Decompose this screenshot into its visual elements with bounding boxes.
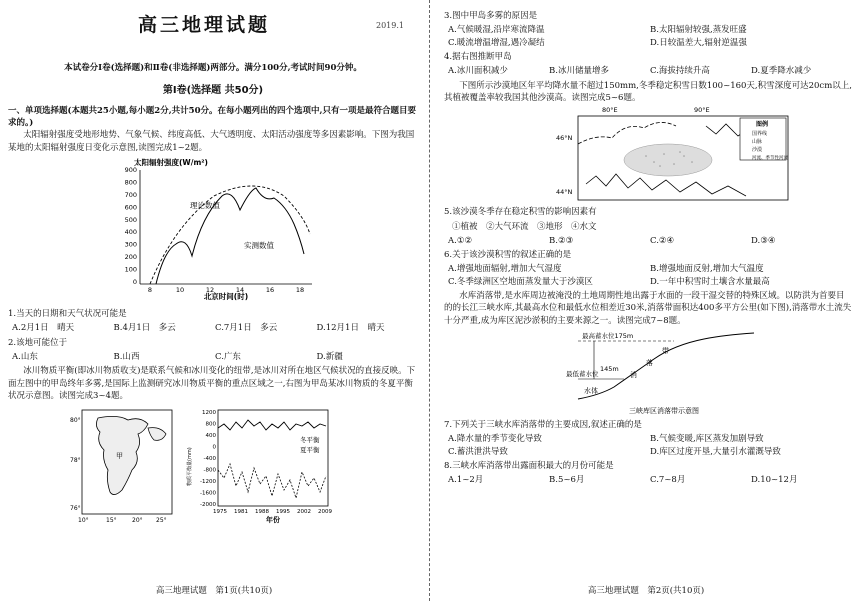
chart1-y-tick: 100 [124, 265, 137, 274]
q8-option-c[interactable]: C.7~8月 [650, 475, 686, 486]
q1-option-c[interactable]: C.7月1日 多云 [215, 323, 278, 334]
question-7: 7.下列关于三峡水库消落带的主要成因,叙述正确的是 [444, 420, 642, 430]
page-1 [0, 0, 428, 601]
q5-option-a[interactable]: A.①② [448, 235, 473, 246]
island-label: 甲 [116, 452, 123, 461]
desert-area [624, 144, 712, 176]
header [8, 8, 418, 42]
q5-option-d[interactable]: D.③④ [751, 235, 776, 246]
exam-date: 2019.1 [376, 21, 404, 30]
q5-option-c[interactable]: C.②④ [650, 235, 675, 246]
lon-90e: 90°E [694, 106, 710, 115]
q6-option-a[interactable]: A.增强地面辐射,增加大气湿度 [448, 264, 562, 275]
chart2-ylabel: 物质平衡量(mm) [187, 447, 193, 487]
water-label: 水体 [584, 387, 598, 395]
chart2-y-tick: -2000 [200, 502, 216, 509]
solar-radiation-chart [104, 156, 324, 306]
q4-option-d[interactable]: D.夏季降水减少 [751, 66, 812, 77]
question-4: 4.据右图推断甲岛 [444, 51, 512, 62]
chart2-x-tick: 1981 [234, 509, 248, 516]
island-east [148, 428, 166, 441]
chart2-y-tick: -1600 [200, 490, 216, 497]
chart1-x-tick: 12 [205, 286, 215, 295]
q8-option-d[interactable]: D.10~12月 [751, 475, 798, 486]
page-2-footer: 高三地理试题 第2页(共10页) [587, 585, 705, 596]
lon-20: 20° [132, 517, 143, 525]
zone-label-2: 落 [646, 359, 653, 367]
q3-option-a[interactable]: A.气候暖湿,沿岸寒流降温 [448, 25, 545, 36]
chart1-y-tick: 800 [124, 178, 137, 187]
lat-80: 80° [70, 417, 81, 425]
q4-option-b[interactable]: B.冰川储量增多 [549, 66, 609, 77]
theory-label: 理论数值 [190, 201, 220, 211]
chart2-y-tick: -1200 [200, 479, 216, 486]
figures-row [8, 406, 418, 524]
q2-option-a[interactable]: A.山东 [12, 352, 38, 362]
page-1-footer: 高三地理试题 第1页(共10页) [155, 585, 273, 596]
chart1-x-tick: 10 [175, 286, 185, 295]
page-2 [432, 0, 860, 601]
q8-options [448, 474, 852, 486]
page-title: 高三地理试题 [138, 14, 271, 36]
q3-options [448, 24, 852, 49]
chart1-y-tick: 900 [124, 166, 137, 175]
chart2-y-tick: 0 [212, 444, 216, 451]
q2-option-b[interactable]: B.山西 [113, 352, 140, 362]
chart2-x-tick: 2009 [318, 509, 332, 516]
lon-80e: 80°E [602, 106, 618, 115]
chart1-y-tick: 600 [124, 203, 137, 212]
measured-label: 实测数值 [244, 241, 274, 251]
question-3: 3.图中甲岛多雾的原因是 [444, 11, 538, 21]
mountain-range [586, 174, 746, 196]
q1-option-b[interactable]: B.4月1日 多云 [113, 323, 176, 334]
chart2-y-tick: 400 [205, 433, 216, 440]
lon-10: 10° [78, 517, 89, 525]
desert-map [556, 104, 796, 204]
chart1-y-tick: 300 [124, 240, 137, 249]
passage-4: 水库消落带,是水库周边被淹没的土地周期性地出露于水面的一段干湿交替的特殊区域。以防洪为首要目的的长江三峡水库,其最高水位和最低水位相差近30米,消落带面积达400多平方公里(如下图),消落带水土流失十分严重,成为库区泥沙淤积的主要来源之一。读图完成7~8题。 [444, 291, 852, 326]
q7-option-c[interactable]: C.蓄洪泄洪导致 [448, 446, 508, 457]
q6-option-b[interactable]: B.增强地面反射,增加大气温度 [650, 264, 764, 275]
q7-option-b[interactable]: B.气候变暖,库区蒸发加剧导致 [650, 434, 764, 445]
lat-76: 76° [70, 505, 81, 513]
theory-curve [150, 186, 310, 284]
q4-option-a[interactable]: A.冰川面积减少 [448, 66, 508, 77]
q4-option-c[interactable]: C.海拔持续升高 [650, 66, 710, 77]
lon-15: 15° [106, 517, 117, 525]
chart1-xlabel: 北京时间(时) [203, 292, 249, 302]
chart2-x-tick: 1975 [213, 509, 227, 516]
legend-title: 图例 [756, 121, 769, 129]
q3-option-d[interactable]: D.日较温差大,辐射逆温强 [650, 37, 747, 48]
lat-78: 78° [70, 457, 81, 465]
q7-options [448, 433, 852, 458]
measured-curve [156, 188, 304, 284]
q1-option-a[interactable]: A.2月1日 晴天 [12, 323, 75, 334]
q1-options [12, 322, 418, 334]
q7-option-d[interactable]: D.库区过度开垦,大量引水灌溉导致 [650, 446, 781, 457]
winter-series [218, 420, 326, 430]
lon-25: 25° [156, 517, 167, 525]
chart1-y-tick: 200 [124, 253, 137, 262]
border-line [578, 123, 676, 145]
chart2-y-tick: -400 [203, 456, 216, 463]
chart1-x-tick: 16 [265, 286, 275, 295]
passage-2: 冰川物质平衡(即冰川物质收支)是联系气候和冰川变化的纽带,是冰川对所在地区气候状况的直接反映。下面左图中的甲岛终年多雾,是国际上监测研究冰川物质平衡的重点区域之一,右图为甲岛某冰川物质的冬夏平衡状况示意图。读图完成3~4题。 [8, 366, 416, 401]
q8-option-a[interactable]: A.1~2月 [448, 475, 484, 486]
drawdown-diagram [564, 329, 764, 417]
chart2-xlabel: 年份 [266, 516, 280, 525]
passage-3: 下图所示沙漠地区年平均降水量不超过150mm,冬季稳定积雪日数100~160天,积雪深度可达20cm以上,其植被覆盖率较我国其他沙漠高。读图完成5~6题。 [444, 80, 852, 103]
q1-option-d[interactable]: D.12月1日 晴天 [316, 323, 385, 334]
q5-items: ①植被 ②大气环流 ③地形 ④水文 [452, 221, 597, 232]
zone-label-3: 带 [662, 347, 669, 355]
question-2: 2.该地可能位于 [8, 337, 68, 348]
question-8: 8.三峡水库消落带出露面积最大的月份可能是 [444, 460, 614, 471]
legend-winter: 冬平衡 [300, 436, 320, 445]
section-title: 一、单项选择题(本题共25小题,每小题2分,共计50分。在每小题列出的四个选项中,只有一项是最符合题目要求的。) [8, 105, 416, 129]
passage-1: 太阳辐射强度受地形地势、气象气候、纬度高低、大气透明度、太阳活动强度等多因素影响。下图为我国某地的太阳辐射强度日变化示意图,读图完成1~2题。 [8, 130, 415, 153]
lat-46n: 46°N [556, 134, 573, 143]
chart2-x-tick: 1988 [255, 509, 269, 516]
q7-option-a[interactable]: A.降水量的季节变化导致 [448, 434, 542, 445]
q6-option-d[interactable]: D.一年中积雪时土壤含水量最高 [650, 276, 770, 287]
chart1-ylabel: 太阳辐射强度(W/m²) [134, 158, 208, 168]
legend-desert: 沙漠 [752, 147, 763, 154]
q6-option-c[interactable]: C.冬季绿洲区空地面蒸发量大于沙漠区 [448, 276, 593, 287]
chart2-y-tick: -800 [203, 467, 216, 474]
max-level-label: 最高蓄水位175m [582, 332, 634, 340]
chart2-y-tick: 1200 [202, 410, 216, 417]
chart1-y-tick: 700 [124, 190, 137, 199]
glacier-balance-chart [184, 406, 334, 524]
lat-44n: 44°N [556, 188, 573, 197]
chart1-y-tick: 500 [124, 215, 137, 224]
legend-river: 河流、季节性河流 [752, 156, 788, 162]
q5-options [448, 235, 852, 247]
q2-options [12, 351, 418, 363]
legend-mountain: 山脉 [752, 139, 763, 146]
q3-option-b[interactable]: B.太阳辐射较强,蒸发旺盛 [650, 25, 747, 36]
chart2-x-tick: 2002 [297, 509, 311, 516]
question-5: 5.该沙漠冬季存在稳定积雪的影响因素有 [444, 207, 597, 218]
chart1-y-tick: 0 [132, 278, 137, 287]
chart1-x-tick: 14 [235, 286, 245, 295]
chart2-y-tick: 800 [205, 421, 216, 428]
exam-intro: 本试卷分Ⅰ卷(选择题)和Ⅱ卷(非选择题)两部分。满分100分,考试时间90分钟。 [64, 63, 362, 73]
q8-option-b[interactable]: B.5~6月 [549, 475, 585, 486]
legend-border: 国界线 [752, 131, 768, 138]
diagram-caption: 三峡库区消落带示意图 [629, 407, 699, 415]
summer-series [218, 464, 326, 498]
column-divider [429, 0, 430, 601]
min-level-label: 最低蓄水位 [566, 370, 599, 378]
q2-option-c[interactable]: C.广东 [215, 352, 241, 362]
chart1-x-tick: 8 [147, 286, 153, 295]
q2-option-d[interactable]: D.新疆 [316, 352, 343, 362]
chart1-x-tick: 18 [295, 286, 305, 295]
legend-summer: 夏平衡 [300, 446, 320, 455]
part-title: 第Ⅰ卷(选择题 共50分) [162, 85, 264, 97]
chart2-x-tick: 1995 [276, 509, 290, 516]
zone-label-1: 消 [630, 371, 637, 379]
q6-options [448, 263, 852, 288]
min-level-value: 145m [600, 365, 619, 373]
q4-options [448, 65, 852, 77]
question-6: 6.关于该沙漠积雪的叙述正确的是 [444, 250, 572, 261]
q5-option-b[interactable]: B.②③ [549, 235, 574, 246]
island-map [68, 406, 178, 524]
q3-option-c[interactable]: C.暖流增温增湿,遇冷凝结 [448, 37, 545, 48]
question-1: 1.当天的日期和天气状况可能是 [8, 309, 127, 320]
chart1-y-tick: 400 [124, 228, 137, 237]
